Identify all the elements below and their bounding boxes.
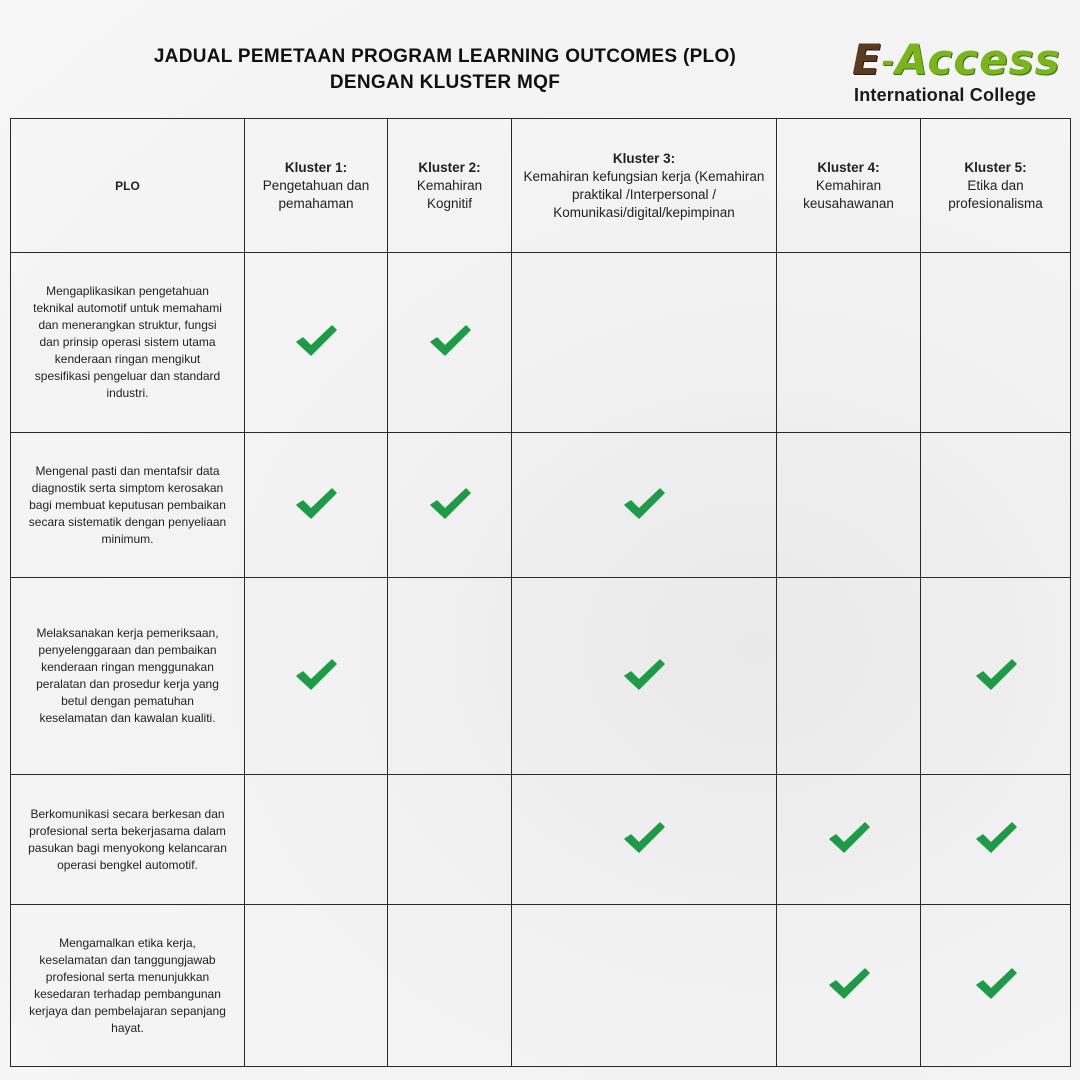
- cluster-header: [388, 119, 512, 253]
- mapping-cell: [777, 578, 921, 775]
- cluster-header: [245, 119, 388, 253]
- mapping-cell: [512, 253, 777, 433]
- mapping-cell: [245, 578, 388, 775]
- table-row: [11, 905, 1071, 1067]
- checkmark-icon: [622, 656, 666, 692]
- cluster-key: Kluster 5:: [964, 159, 1027, 175]
- mapping-cell: [777, 433, 921, 578]
- plo-description: Mengamalkan etika kerja, keselamatan dan tanggungjawab profesional serta menunjukkan kesedaran terhadap pembangunan kerjaya dan pembelajaran sepanjang hayat.: [11, 905, 245, 1067]
- plo-description: Mengenal pasti dan mentafsir data diagnostik serta simptom kerosakan bagi membuat keputusan pembaikan secara sistematik dengan penyeliaan minimum.: [11, 433, 245, 578]
- college-logo: [852, 36, 1062, 110]
- table-row: [11, 775, 1071, 905]
- cluster-desc: Pengetahuan dan pemahaman: [262, 177, 370, 211]
- mapping-cell: [512, 578, 777, 775]
- mapping-cell: [388, 775, 512, 905]
- checkmark-icon: [428, 485, 472, 521]
- mapping-cell: [512, 775, 777, 905]
- table-row: [11, 253, 1071, 433]
- checkmark-icon: [974, 819, 1018, 855]
- mapping-cell: [512, 905, 777, 1067]
- checkmark-icon: [294, 656, 338, 692]
- cluster-key: Kluster 4:: [817, 159, 880, 175]
- checkmark-icon: [622, 485, 666, 521]
- cluster-header: [777, 119, 921, 253]
- logo-subtitle: International College: [854, 85, 1037, 105]
- cluster-key: Kluster 3:: [612, 150, 676, 166]
- mapping-cell: [921, 433, 1071, 578]
- table-row: [11, 578, 1071, 775]
- plo-description: Mengaplikasikan pengetahuan teknikal automotif untuk memahami dan menerangkan struktur, fungsi dan prinsip operasi sistem utama kenderaan ringan mengikut spesifikasi pengeluar dan standard industri.: [11, 253, 245, 433]
- cluster-desc: Kemahiran kefungsian kerja (Kemahiran praktikal /Interpersonal / Komunikasi/digital/kepimpinan: [523, 168, 765, 220]
- mapping-cell: [388, 253, 512, 433]
- page-title: [120, 44, 770, 96]
- mapping-cell: [777, 253, 921, 433]
- checkmark-icon: [294, 322, 338, 358]
- mapping-cell: [921, 578, 1071, 775]
- plo-column-header: PLO: [11, 119, 245, 253]
- title-line-1: JADUAL PEMETAAN PROGRAM LEARNING OUTCOMES (PLO): [153, 46, 737, 67]
- mapping-cell: [512, 433, 777, 578]
- checkmark-icon: [428, 322, 472, 358]
- cluster-key: Kluster 1:: [284, 159, 348, 175]
- checkmark-icon: [294, 485, 338, 521]
- table-row: [11, 433, 1071, 578]
- mapping-cell: [245, 775, 388, 905]
- plo-description: Melaksanakan kerja pemeriksaan, penyelenggaraan dan pembaikan kenderaan ringan menggunakan peralatan dan prosedur kerja yang betul dengan pematuhan keselamatan dan kawalan kualiti.: [11, 578, 245, 775]
- plo-mapping-table: [10, 118, 1071, 1067]
- logo-wordmark: E-Access: [852, 35, 1061, 84]
- cluster-desc: Kemahiran keusahawanan: [803, 177, 894, 211]
- checkmark-icon: [827, 965, 871, 1001]
- mapping-cell: [245, 905, 388, 1067]
- cluster-desc: Kemahiran Kognitif: [416, 177, 483, 211]
- mapping-cell: [245, 253, 388, 433]
- mapping-cell: [388, 578, 512, 775]
- cluster-key: Kluster 2:: [418, 159, 481, 175]
- title-line-2: DENGAN KLUSTER MQF: [329, 72, 561, 93]
- mapping-cell: [388, 905, 512, 1067]
- mapping-cell: [388, 433, 512, 578]
- mapping-cell: [777, 775, 921, 905]
- checkmark-icon: [827, 819, 871, 855]
- plo-description: Berkomunikasi secara berkesan dan profesional serta bekerjasama dalam pasukan bagi menyokong kelancaran operasi bengkel automotif.: [11, 775, 245, 905]
- mapping-cell: [245, 433, 388, 578]
- cluster-header: [512, 119, 777, 253]
- cluster-header: [921, 119, 1071, 253]
- checkmark-icon: [974, 656, 1018, 692]
- mapping-cell: [921, 253, 1071, 433]
- table-header-row: [11, 119, 1071, 253]
- checkmark-icon: [622, 819, 666, 855]
- mapping-cell: [921, 775, 1071, 905]
- mapping-cell: [921, 905, 1071, 1067]
- cluster-desc: Etika dan profesionalisma: [948, 177, 1043, 211]
- mapping-cell: [777, 905, 921, 1067]
- checkmark-icon: [974, 965, 1018, 1001]
